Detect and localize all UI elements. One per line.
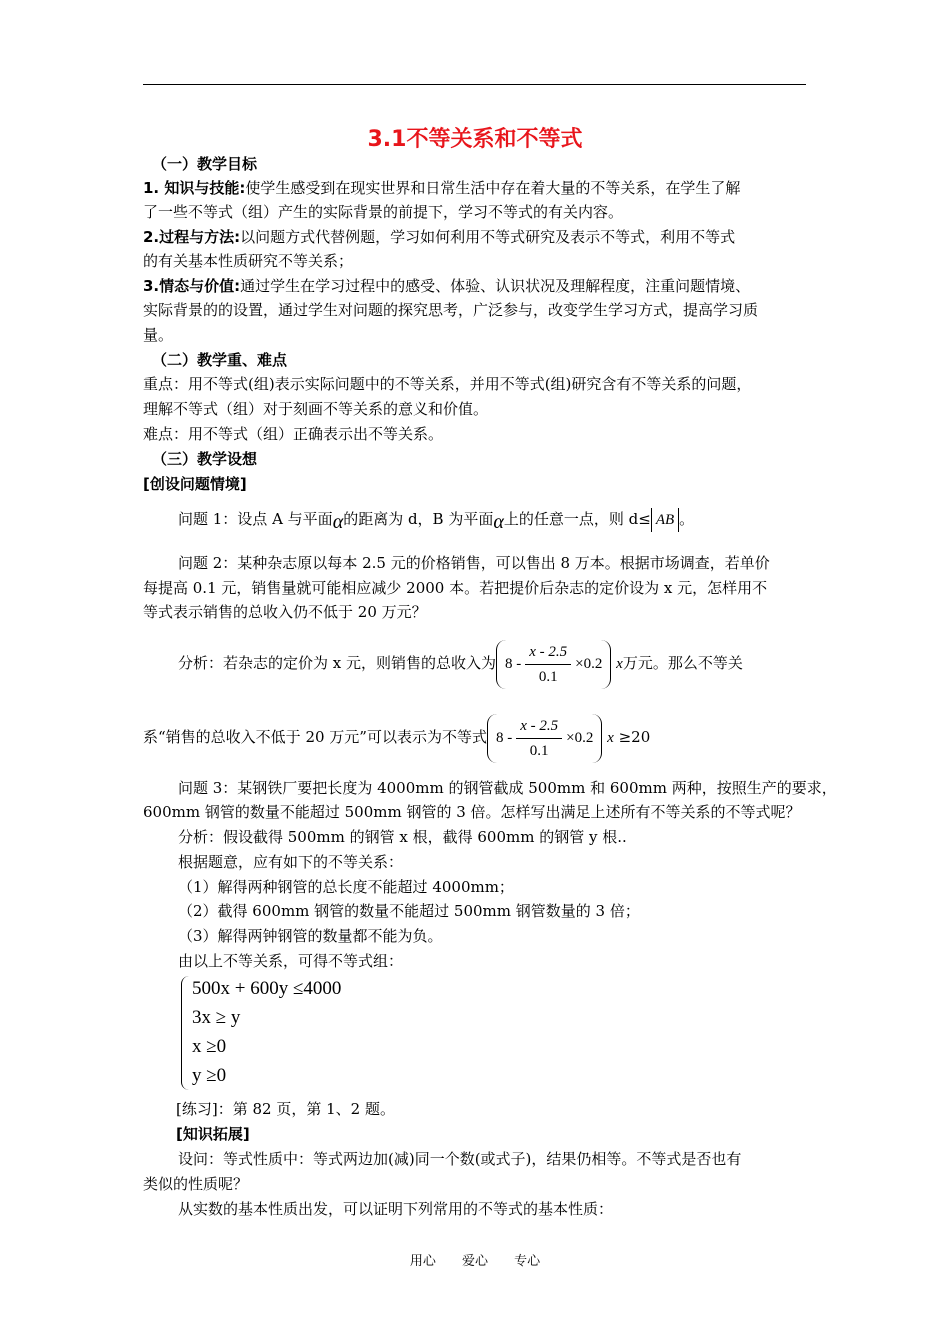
goal-2 [143,227,735,247]
problem-1 [178,505,694,532]
expr-denominator: 0.1 [529,742,549,759]
extension-line-3: 从实数的基本性质出发，可以证明下列常用的不等式的基本性质： [178,1200,614,1218]
analysis-2-text-a: 分析：若杂志的定价为 x 元，则销售的总收入为 [178,654,496,672]
analysis-3-line-6: 由以上不等关系，可得不等式组： [178,952,404,970]
heading-keypoints: （二）教学重、难点 [152,351,288,369]
expr-8: 8 - [495,729,513,746]
inequality-expression [487,714,602,763]
subheading-situation: [创设问题情境] [143,475,247,493]
system-row-1: 500x + 600y ≤4000 [192,978,342,999]
expr-8: 8 - [505,655,522,672]
analysis-3-line-2: 根据题意，应有如下的不等关系： [178,853,404,871]
problem-1-text-c: 上的任意一点，则 d≤ [503,510,651,528]
goal-3-cont: 实际背景的的设置，通过学生对问题的探究思考，广泛参与，改变学生学习方式，提高学习质 [143,301,759,319]
difficulty-line: 难点：用不等式（组）正确表示出不等关系。 [143,425,444,443]
analysis-3-line-4: （2）截得 600mm 钢管的数量不能超过 500mm 钢管数量的 3 倍； [178,902,640,920]
problem-2-line-3: 等式表示销售的总收入仍不低于 20 万元？ [143,603,427,621]
problem-3-line-2: 600mm 钢管的数量不能超过 500mm 钢管的 3 倍。怎样写出满足上述所有不等关系的不等式呢？ [143,803,801,821]
goal-3 [143,276,750,296]
analysis-2-line-2 [143,710,650,764]
problem-3-line-1: 问题 3：某钢铁厂要把长度为 4000mm 的钢管截成 500mm 和 600mm 两种，按照生产的要求， [178,779,837,797]
expr-x: x [607,730,614,746]
analysis-3-line-5: （3）解得两钟钢管的数量都不能为负。 [178,927,443,945]
goal-2-cont: 的有关基本性质研究不等关系； [143,252,354,270]
alpha-symbol: α [493,511,504,533]
goal-3-text: 通过学生在学习过程中的感受、体验、认识状况及理解程度，注重问题情境、 [240,277,751,295]
goal-1-text: 使学生感受到在现实世界和日常生活中存在着大量的不等关系，在学生了解 [245,179,741,197]
alpha-symbol: α [332,511,344,533]
abs-AB: AB [651,508,679,532]
problem-2-line-1: 问题 2：某种杂志原以每本 2.5 元的价格销售，可以售出 8 万本。根据市场调查，若单价 [178,554,770,572]
keypoint-line-1: 重点：用不等式(组)表示实际问题中的不等关系，并用不等式(组)研究含有不等关系的问题， [143,375,752,393]
expr-denominator: 0.1 [538,668,558,685]
analysis-3-line-3: （1）解得两种钢管的总长度不能超过 4000mm； [178,878,514,896]
extension-line-1: 设问：等式性质中：等式两边加(减)同一个数(或式子)，结果仍相等。不等式是否也有 [178,1150,742,1168]
keypoint-line-2: 理解不等式（组）对于刻画不等关系的意义和价值。 [143,400,489,418]
goal-2-text: 以问题方式代替例题，学习如何利用不等式研究及表示不等式，利用不等式 [240,228,736,246]
system-brace [181,976,192,1090]
expr-x: x [616,656,623,672]
analysis-2-text-b: 万元。那么不等关 [622,654,743,672]
expr-fraction [516,716,562,761]
analysis-2-text-d: ≥20 [618,728,651,746]
analysis-3-line-1: 分析：假设截得 500mm 的钢管 x 根，截得 600mm 的钢管 y 根.. [178,828,627,846]
goal-1-cont: 了一些不等式（组）产生的实际背景的前提下，学习不等式的有关内容。 [143,203,624,221]
heading-design: （三）教学设想 [152,450,258,468]
subheading-extension: [知识拓展] [176,1125,250,1143]
heading-goals: （一）教学目标 [152,155,258,173]
goal-2-label: 2.过程与方法: [143,228,241,246]
revenue-expression [496,640,611,689]
page-title: 3.1不等关系和不等式 [367,127,583,152]
expr-numerator: x - 2.5 [525,642,571,665]
goal-1 [143,178,740,198]
problem-1-text-b: 的距离为 d，B 为平面 [343,510,494,528]
analysis-2-text-c: 系“销售的总收入不低于 20 万元”可以表示为不等式 [143,728,487,746]
problem-1-text-d: 。 [679,510,695,528]
expr-times: ×0.2 [575,655,603,672]
system-row-4: y ≥0 [192,1065,227,1086]
extension-line-2: 类似的性质呢？ [143,1175,249,1193]
problem-2-line-2: 每提高 0.1 元，销售量就可能相应减少 2000 本。若把提价后杂志的定价设为 x 元，怎样用不 [143,579,768,597]
goal-3-cont2: 量。 [143,326,174,344]
header-rule [143,84,806,85]
problem-1-text-a: 问题 1：设点 A 与平面 [178,510,333,528]
expr-numerator: x - 2.5 [516,716,562,739]
practice-line: [练习]：第 82 页，第 1、2 题。 [176,1100,395,1118]
page-footer: 用心 爱心 专心 [409,1254,541,1269]
goal-1-label: 1. 知识与技能: [143,179,246,197]
goal-3-label: 3.情态与价值: [143,277,241,295]
system-row-2: 3x ≥ y [192,1007,241,1028]
expr-times: ×0.2 [566,729,594,746]
system-row-3: x ≥0 [192,1036,227,1057]
expr-fraction [525,642,571,687]
analysis-2-line-1 [178,636,743,690]
